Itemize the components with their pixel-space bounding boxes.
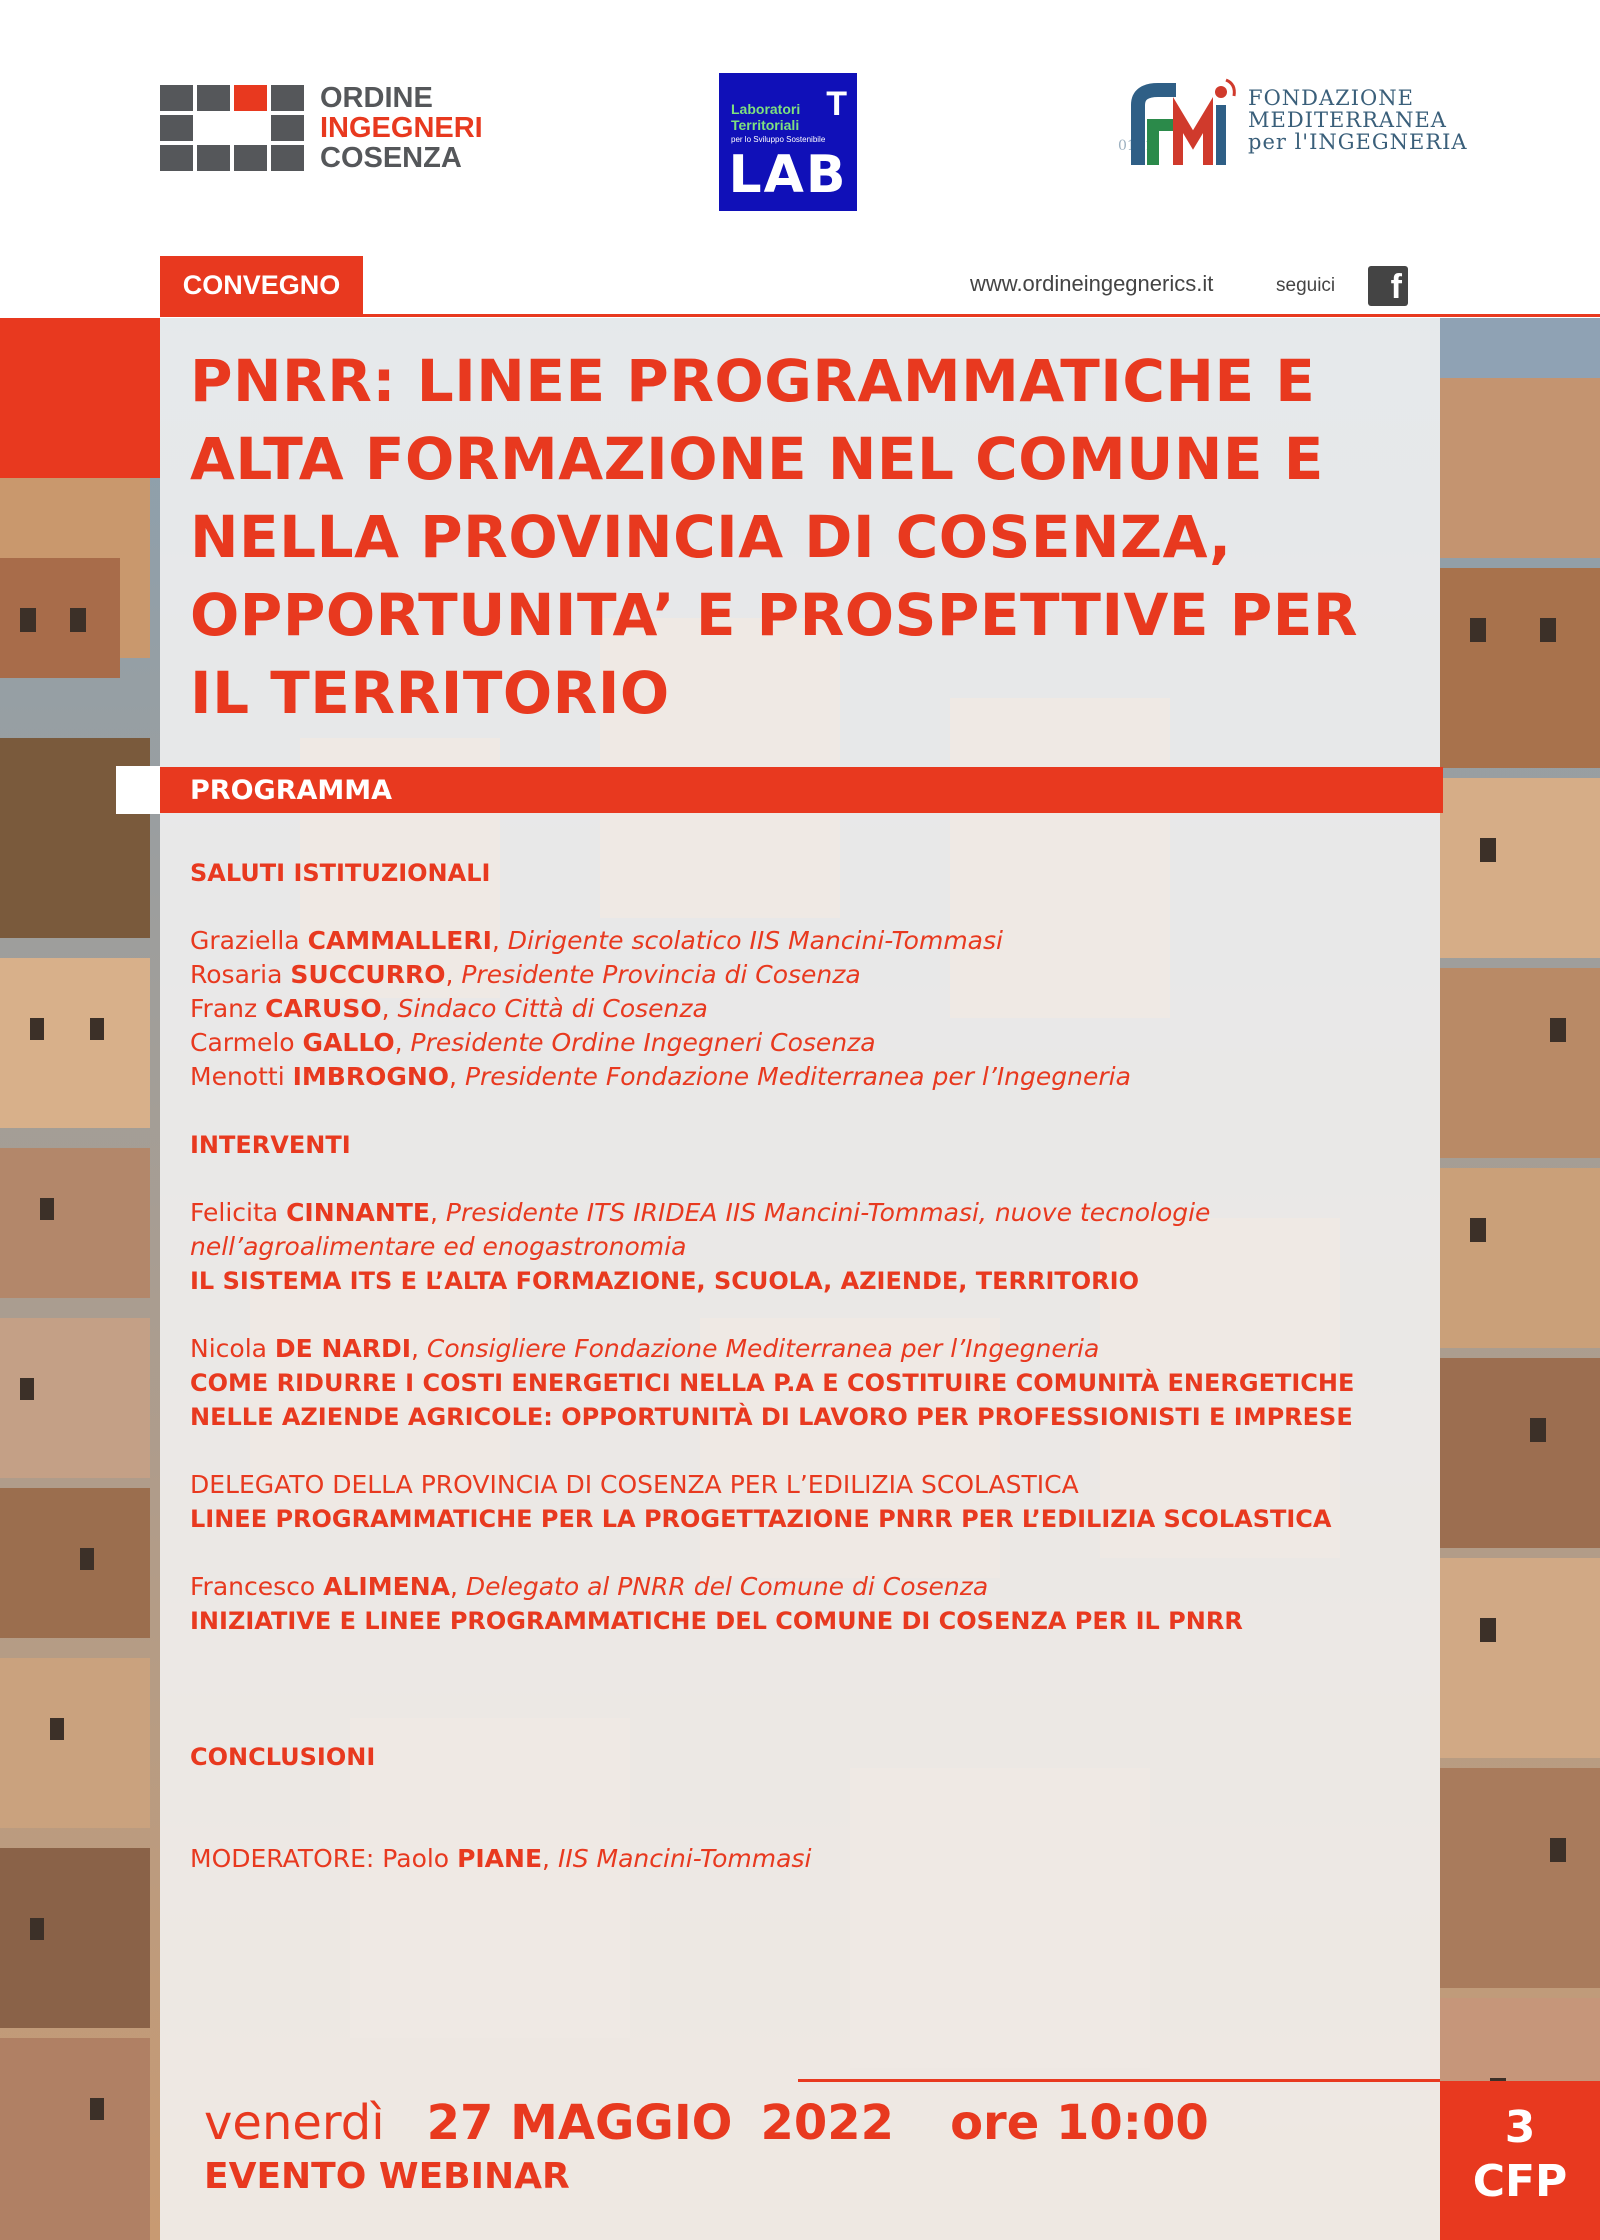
speaker-line: Franz CARUSO, Sindaco Città di Cosenza	[190, 994, 708, 1023]
speaker-first-name: Graziella	[190, 926, 300, 955]
speaker-role: Sindaco Città di Cosenza	[397, 994, 708, 1023]
talk-title: IL SISTEMA ITS E L’ALTA FORMAZIONE, SCUOLA, AZIENDE, TERRITORIO	[190, 1267, 1139, 1295]
speaker-first-name: Franz	[190, 994, 258, 1023]
top-divider	[160, 314, 1600, 317]
moderator-line: MODERATORE: Paolo PIANE, IIS Mancini-Tommasi	[190, 1844, 812, 1873]
event-date: 27 MAGGIO	[426, 2095, 733, 2151]
programma-heading: PROGRAMMA	[190, 775, 393, 806]
speaker-line: Graziella CAMMALLERI, Dirigente scolatico IIS Mancini-Tommasi	[190, 926, 1003, 955]
speaker-role-continued	[190, 1230, 1430, 1264]
lab-logo-title	[731, 101, 800, 133]
svg-text:0101: 0101	[1118, 138, 1154, 154]
title-line: ALTA FORMAZIONE NEL COMUNE E	[190, 425, 1324, 493]
speaker-role: nell’agroalimentare ed enogastronomia	[190, 1232, 687, 1261]
bottom-divider	[798, 2079, 1440, 2082]
speaker-last-name: DE NARDI	[274, 1334, 412, 1363]
lab-line-4: LAB	[728, 145, 848, 205]
oic-logo-text	[320, 83, 483, 173]
interventi-heading: INTERVENTI	[190, 1131, 351, 1159]
speaker-first-name: Felicita	[190, 1198, 279, 1227]
title-line: IL TERRITORIO	[190, 659, 670, 727]
lab-logo	[719, 73, 857, 211]
convegno-badge: CONVEGNO	[160, 256, 363, 315]
fmi-line-1: FONDAZIONE	[1248, 86, 1414, 110]
lab-t-mark: T	[826, 85, 847, 123]
program-section	[190, 856, 1430, 1876]
event-time: ore 10:00	[950, 2095, 1209, 2151]
facebook-icon[interactable]: f	[1368, 266, 1408, 306]
ordine-ingegneri-logo	[160, 83, 483, 173]
speaker-line: Carmelo GALLO, Presidente Ordine Ingegneri Cosenza	[190, 1028, 876, 1057]
oic-line-1: ORDINE	[320, 82, 433, 114]
oic-line-3: COSENZA	[320, 142, 462, 174]
speaker-line: Menotti IMBROGNO, Presidente Fondazione Mediterranea per l’Ingegneria	[190, 1062, 1131, 1091]
fmi-logo-mark	[1118, 70, 1238, 170]
event-type: EVENTO WEBINAR	[204, 2156, 570, 2197]
event-datetime	[204, 2095, 1209, 2151]
oic-logo-mark	[160, 85, 304, 171]
speaker-first-name: Rosaria	[190, 960, 283, 989]
speaker-line: Nicola DE NARDI, Consigliere Fondazione Mediterranea per l’Ingegneria	[190, 1334, 1100, 1363]
event-title	[190, 342, 1420, 732]
speaker-line: Felicita CINNANTE, Presidente ITS IRIDEA IIS Mancini-Tommasi, nuove tecnologie	[190, 1198, 1211, 1227]
fondazione-logo	[1118, 70, 1468, 170]
speaker-role: Consigliere Fondazione Mediterranea per l’Ingegneria	[426, 1334, 1100, 1363]
speaker-role: Presidente Provincia di Cosenza	[461, 960, 861, 989]
speaker-line: DELEGATO DELLA PROVINCIA DI COSENZA PER L’EDILIZIA SCOLASTICA	[190, 1470, 1079, 1499]
speaker-last-name: IMBROGNO	[292, 1062, 450, 1091]
title-line: OPPORTUNITA’ E PROSPETTIVE PER	[190, 581, 1359, 649]
talk-title: NELLE AZIENDE AGRICOLE: OPPORTUNITÀ DI LAVORO PER PROFESSIONISTI E IMPRESE	[190, 1403, 1353, 1431]
speaker-last-name: CAMMALLERI	[307, 926, 492, 955]
speaker-line: Francesco ALIMENA, Delegato al PNRR del Comune di Cosenza	[190, 1572, 989, 1601]
talk-title: INIZIATIVE E LINEE PROGRAMMATICHE DEL COMUNE DI COSENZA PER IL PNRR	[190, 1607, 1243, 1635]
speaker-first-name: Francesco	[190, 1572, 316, 1601]
moderator-last-name: PIANE	[457, 1844, 543, 1873]
cfp-value: 3	[1504, 2102, 1536, 2153]
lab-line-2: Territoriali	[731, 117, 800, 133]
event-day: venerdì	[204, 2095, 385, 2151]
speaker-first-name: Nicola	[190, 1334, 267, 1363]
title-line: NELLA PROVINCIA DI COSENZA,	[190, 503, 1232, 571]
speaker-role: Presidente Fondazione Mediterranea per l’Ingegneria	[464, 1062, 1131, 1091]
speaker-last-name: ALIMENA	[323, 1572, 450, 1601]
event-year: 2022	[760, 2095, 895, 2151]
speaker-role: Presidente Ordine Ingegneri Cosenza	[410, 1028, 876, 1057]
website-link[interactable]: www.ordineingegnerics.it	[970, 271, 1214, 296]
cfp-badge	[1440, 2081, 1600, 2240]
oic-line-2: INGEGNERI	[320, 112, 483, 144]
fmi-line-3: per l'INGEGNERIA	[1248, 130, 1468, 154]
saluti-heading: SALUTI ISTITUZIONALI	[190, 859, 491, 887]
lab-line-1: Laboratori	[731, 101, 801, 117]
speaker-last-name: CINNANTE	[286, 1198, 430, 1227]
conclusioni-heading: CONCLUSIONI	[190, 1743, 376, 1771]
speaker-role: Presidente ITS IRIDEA IIS Mancini-Tommasi, nuove tecnologie	[445, 1198, 1211, 1227]
cfp-label: CFP	[1472, 2156, 1568, 2207]
speaker-last-name: CARUSO	[265, 994, 382, 1023]
speaker-last-name: GALLO	[302, 1028, 395, 1057]
decorative-red-block	[0, 318, 160, 478]
talk-title: LINEE PROGRAMMATICHE PER LA PROGETTAZIONE PNRR PER L’EDILIZIA SCOLASTICA	[190, 1505, 1332, 1533]
moderator-prefix: MODERATORE: Paolo	[190, 1844, 450, 1873]
speaker-first-name: Menotti	[190, 1062, 285, 1091]
speaker-role: Dirigente scolatico IIS Mancini-Tommasi	[507, 926, 1003, 955]
talk-title: COME RIDURRE I COSTI ENERGETICI NELLA P.A E COSTITUIRE COMUNITÀ ENERGETICHE	[190, 1369, 1355, 1397]
speaker-last-name: SUCCURRO	[290, 960, 446, 989]
speaker-line: Rosaria SUCCURRO, Presidente Provincia di Cosenza	[190, 960, 861, 989]
moderator-role: IIS Mancini-Tommasi	[557, 1844, 812, 1873]
speaker-role: Delegato al PNRR del Comune di Cosenza	[465, 1572, 989, 1601]
fmi-logo-text	[1248, 87, 1468, 153]
follow-label: seguici	[1276, 275, 1336, 296]
speaker-first-name: Carmelo	[190, 1028, 295, 1057]
fmi-line-2: MEDITERRANEA	[1248, 108, 1447, 132]
lab-line-3: per lo Sviluppo Sostenibile	[731, 135, 826, 144]
decorative-notch	[116, 766, 160, 814]
title-line: PNRR: LINEE PROGRAMMATICHE E	[190, 347, 1316, 415]
